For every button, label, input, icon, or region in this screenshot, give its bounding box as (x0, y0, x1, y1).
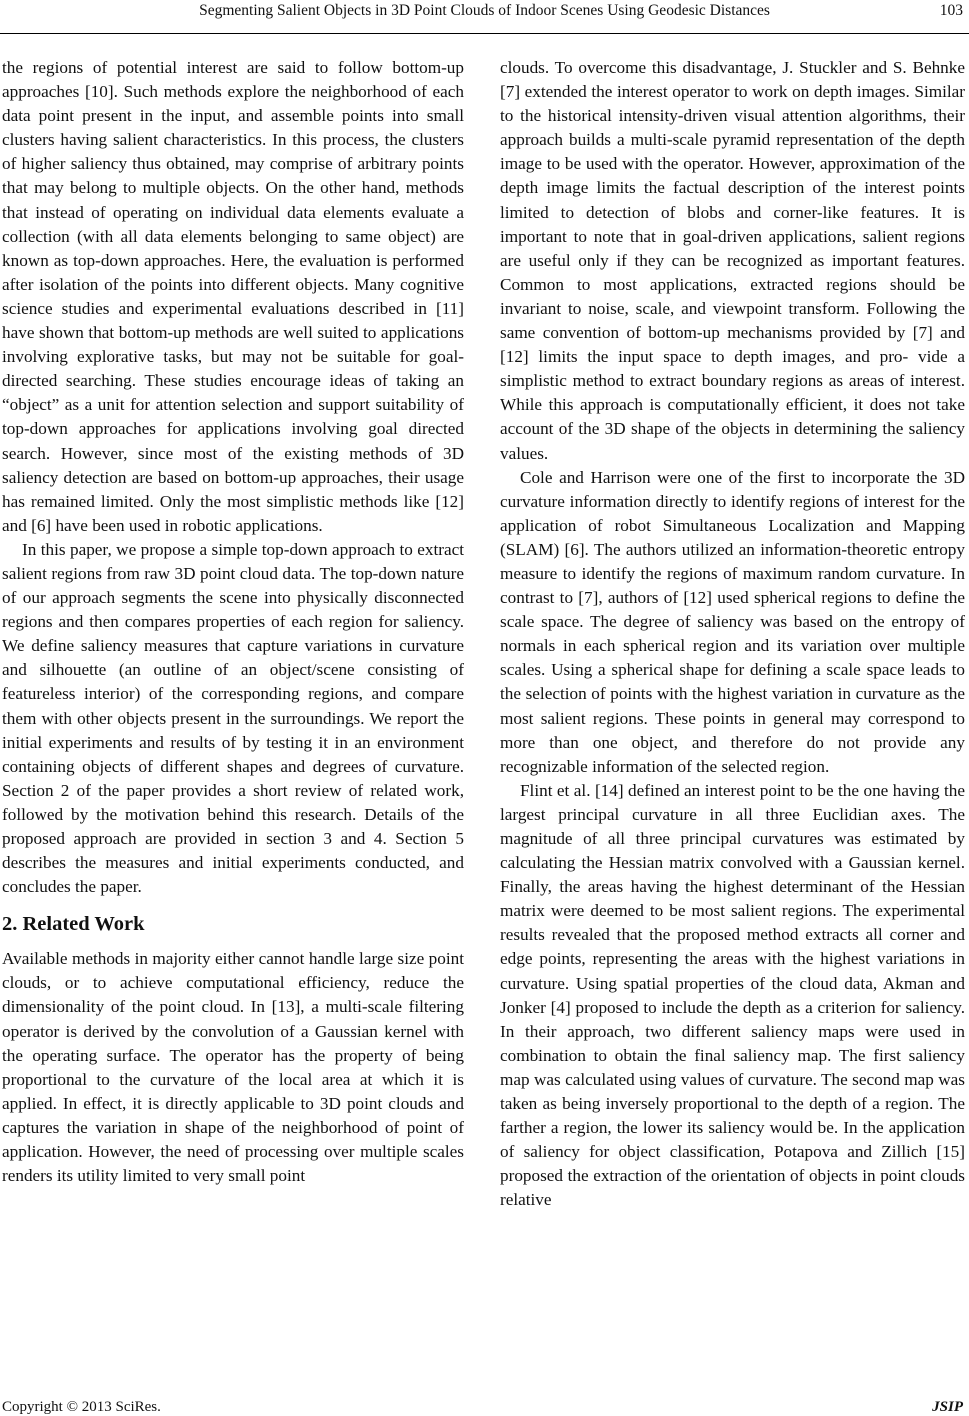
copyright-notice: Copyright © 2013 SciRes. (2, 1399, 161, 1415)
paragraph: In this paper, we propose a simple top-down approach to extract salient regions from raw 3D point cloud data. The top-down nature of our approach segments the scene into physically disconnected regions and then compares properties of each region for saliency. We define saliency measures that capture variations in curvature and silhouette (an outline of an object/scene consisting of featureless interior) of the corresponding regions, and compare them with other objects present in the surroundings. We report the initial experiments and results of by testing it in an environment containing objects of different shapes and degrees of curvature. Section 2 of the paper provides a short review of related work, followed by the motivation behind this research. Details of the proposed approach are provided in section 3 and 4. Section 5 describes the measures and initial experiments conducted, and concludes the paper. (2, 539, 464, 897)
header-rule (0, 33, 969, 34)
left-column (2, 56, 464, 1188)
journal-abbreviation: JSIP (932, 1399, 963, 1415)
section-heading: 2. Related Work (2, 913, 145, 936)
page-header (0, 0, 969, 38)
page-footer (0, 1398, 969, 1416)
paragraph: Available methods in majority either cannot handle large size point clouds, or to achieve computational efficiency, reduce the dimensionality of the point cloud. In [13], a multi-scale filtering operator is derived by the convolution of a Gaussian kernel with the operating surface. The operator has the property of being proportional to the curvature of the local area at which it is applied. In effect, it is directly applicable to 3D point clouds and captures the variation in shape of the neighborhood of point of application. However, the need of processing over multiple scales renders its utility limited to very small point (2, 949, 464, 1186)
paragraph: the regions of potential interest are said to follow bottom-up approaches [10]. Such methods explore the neighborhood of each data point present in the input, and assemble points into small clusters having salient characteristics. In this process, the clusters of higher saliency thus obtained, may comprise of arbitrary points that may belong to multiple objects. On the other hand, methods that instead of operating on individual data elements evaluate a collection (with all data elements belonging to same object) are known as top-down approaches. Here, the evaluation is performed after isolation of the points into different objects. Many cognitive science studies and experimental evaluations described in [11] have shown that bottom-up methods are well suited to applications involving explorative tasks, but may not be suitable for goal-directed searching. These studies encourage ideas of taking an “object” as a unit for attention selection and support suitability of top-down approaches for applications involving goal directed search. However, since most of the existing methods of 3D saliency detection are based on bottom-up approaches, their usage has remained limited. Only the most simplistic methods like [12] and [6] have been used in robotic applications. (2, 58, 464, 535)
paragraph: clouds. To overcome this disadvantage, J. Stuckler and S. Behnke [7] extended the interest operator to work on depth images. Similar to the historical intensity-driven visual attention algorithms, their approach builds a multi-scale pyramid representation of the depth image to be used with the operator. However, approximation of the depth image limits the factual description of the interest points limited to detection of blobs and corner-like features. It is important to note that in goal-driven applications, salient regions are useful only if they can be recognized as important features. Common to most applications, extracted regions should be invariant to noise, scale, and viewpoint transform. Following the same convention of bottom-up mechanisms provided by [7] and [12] limits the input space to depth images, and pro- vide a simplistic method to extract boundary regions as areas of interest. While this approach is computationally efficient, it does not take account of the 3D shape of the objects in determining the saliency values. (500, 58, 965, 463)
paragraph: Flint et al. [14] defined an interest point to be the one having the largest principal curvature in all three Euclidian axes. The magnitude of all three principal curvatures was estimated by calculating the Hessian matrix convolved with a Gaussian kernel. Finally, the areas having the highest determinant of the Hessian matrix were deemed to be most salient regions. The experimental results revealed that the proposed method extracts all corner and edge points, representing the areas with the highest variations in curvature. Using spatial properties of the cloud data, Akman and Jonker [4] proposed to include the depth as a criterion for saliency. In their approach, two different saliency maps were used in combination to obtain the final saliency map. The first saliency map was calculated using values of curvature. The second map was taken as being inversely proportional to the depth of a region. The farther a region, the lower its saliency would be. In the application of saliency for object classification, Potapova and Zillich [15] proposed the extraction of the orientation of objects in point clouds relative (500, 780, 965, 1210)
running-title: Segmenting Salient Objects in 3D Point Clouds of Indoor Scenes Using Geodesic Distances (199, 2, 770, 19)
page-number: 103 (939, 2, 963, 19)
paragraph: Cole and Harrison were one of the first to incorporate the 3D curvature information directly to identify regions of interest for the application of robot Simultaneous Localization and Mapping (SLAM) [6]. The authors utilized an information-theoretic entropy measure to identify the regions of maximum random curvature. In contrast to [7], authors of [12] used spherical regions to define the scale space. The degree of saliency was based on the entropy of normals in each spherical region and its variation over multiple scales. Using a spherical shape for defining a scale space leads to the selection of points with the highest variation in curvature as the most salient regions. These points in general may correspond to more than one object, and therefore do not provide any recognizable information of the selected region. (500, 467, 965, 776)
right-column (500, 56, 965, 1213)
